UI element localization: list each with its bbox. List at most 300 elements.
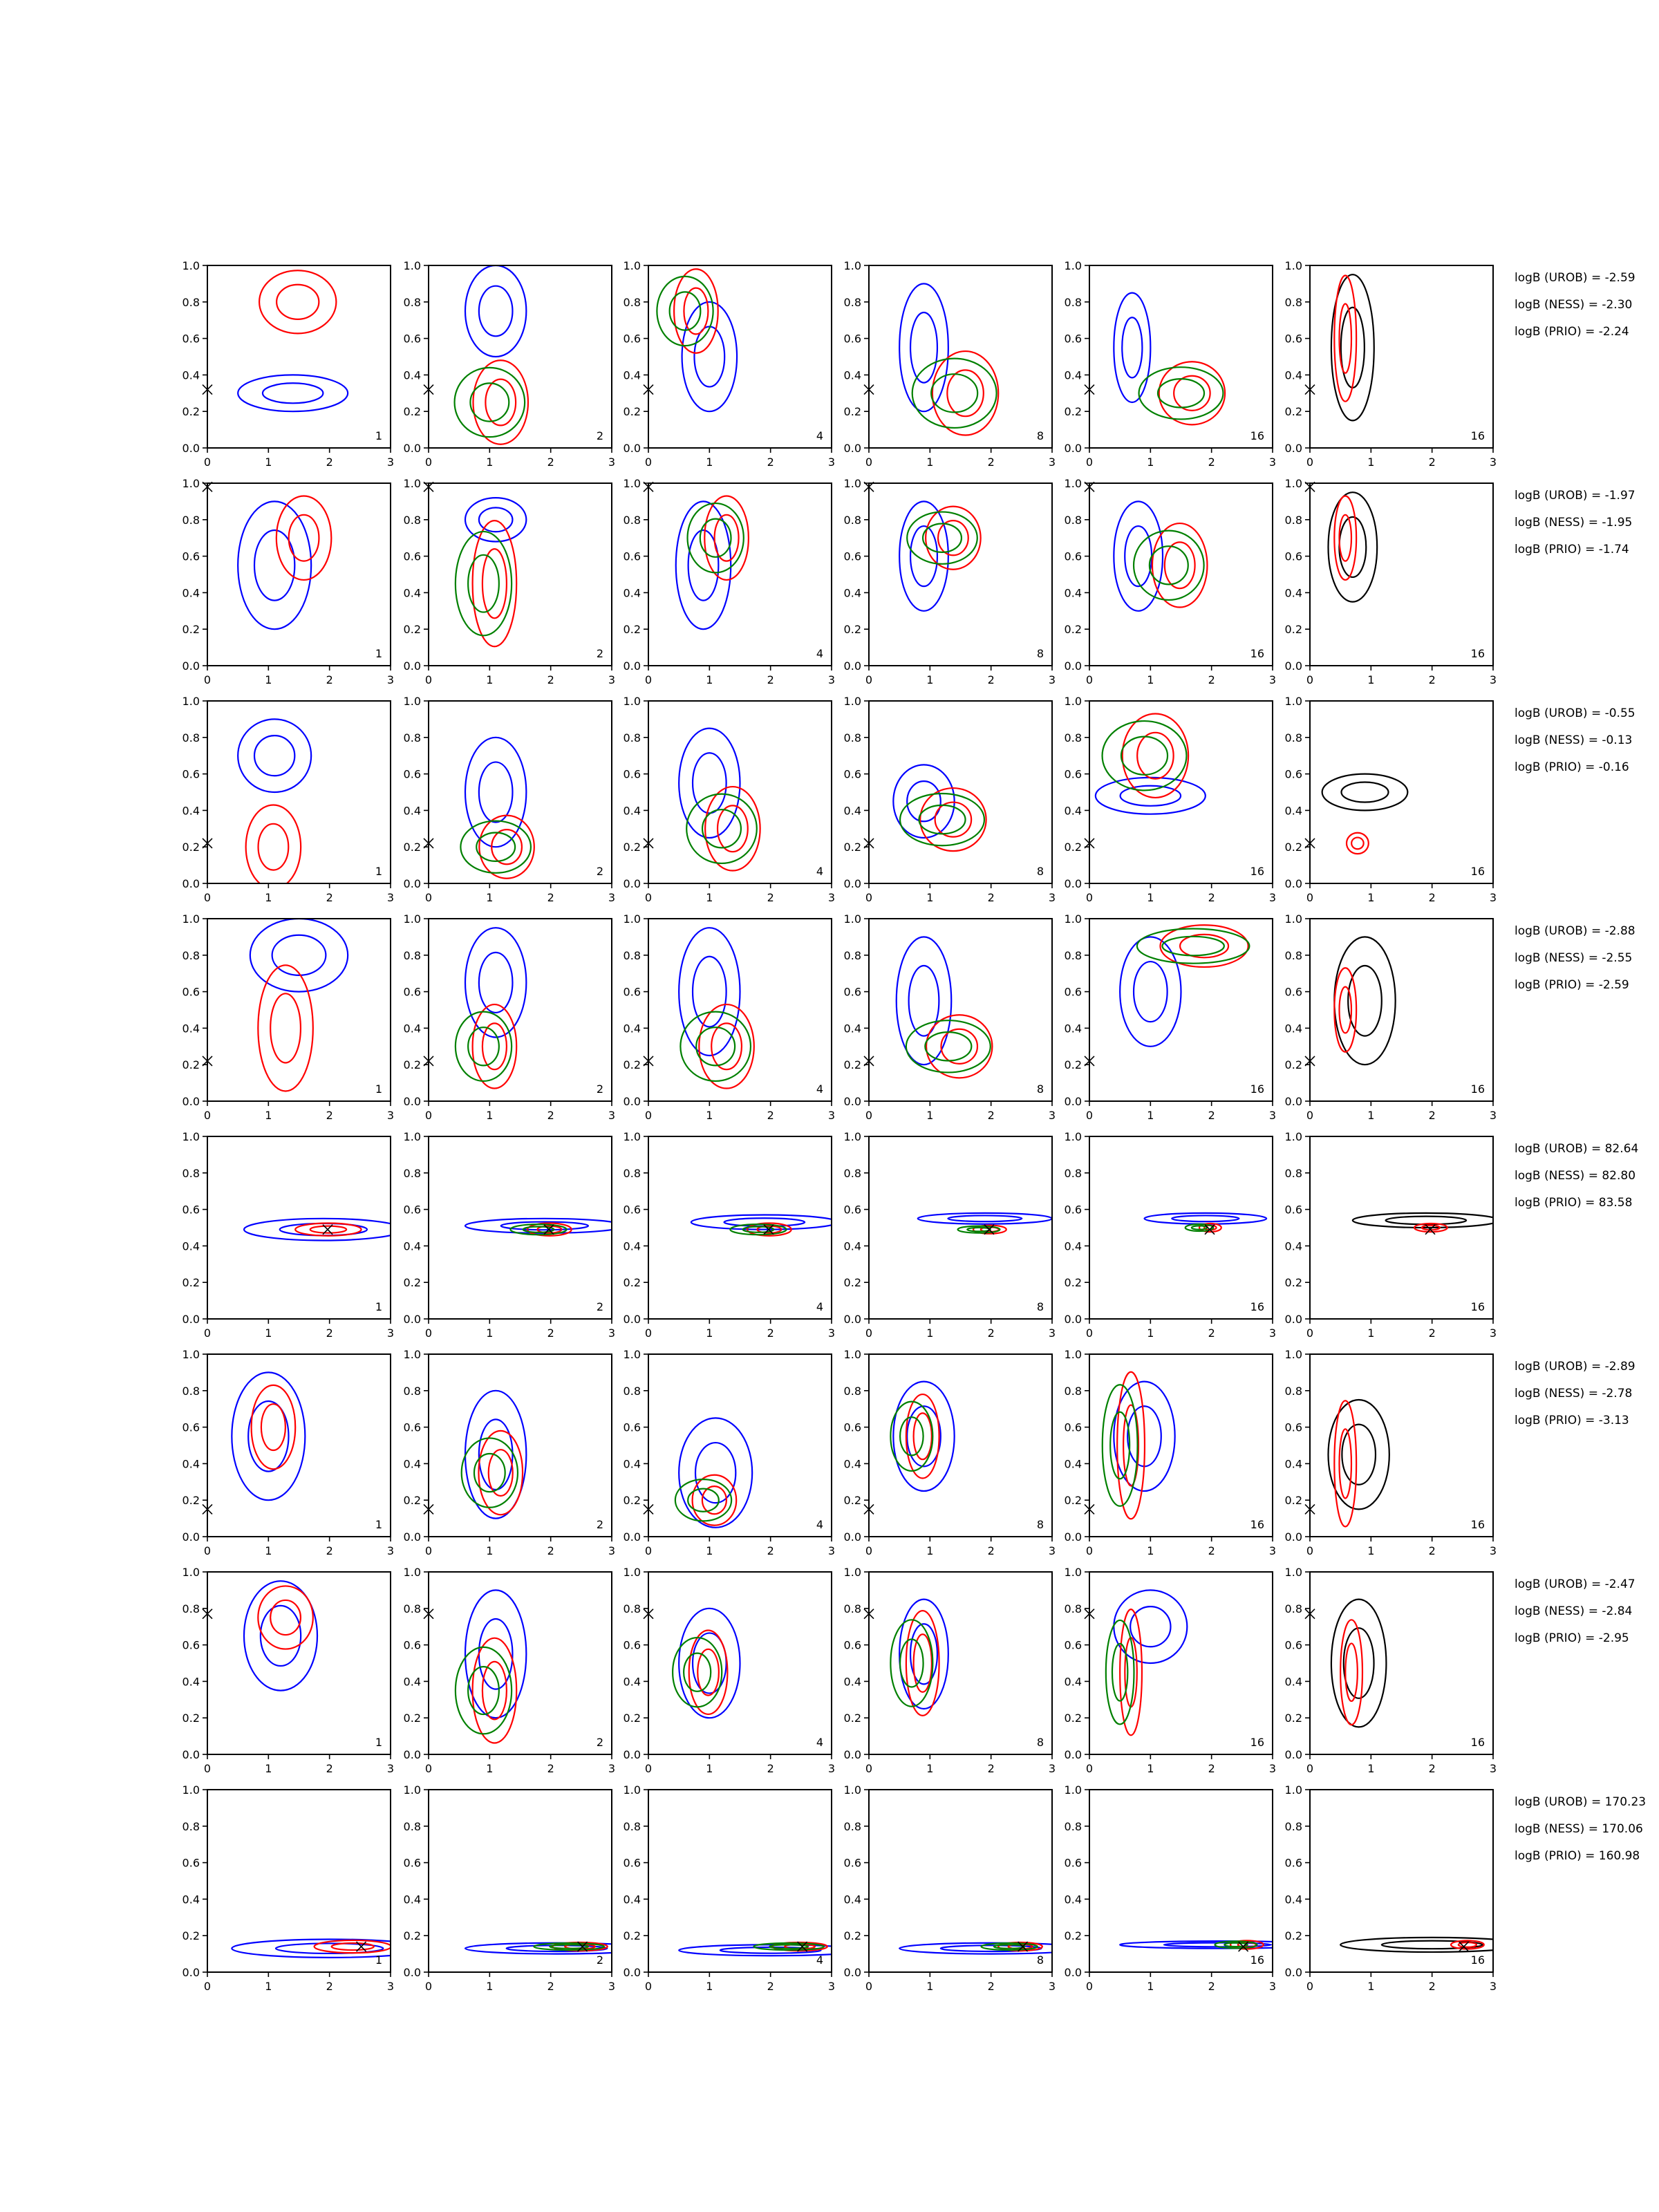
axes-frame	[429, 1354, 612, 1537]
y-tick-label: 0.2	[403, 405, 421, 419]
y-tick-label: 0.0	[182, 1095, 200, 1108]
y-tick-label: 0.2	[1064, 1712, 1082, 1725]
contour-red-level-2	[276, 285, 319, 319]
contour-blue-level-2	[1125, 526, 1152, 586]
y-tick-label: 0.6	[843, 1638, 861, 1652]
y-tick-label: 1.0	[1064, 1130, 1082, 1143]
x-tick-label: 1	[265, 673, 272, 686]
x-tick-label: 1	[1367, 1544, 1375, 1557]
x-tick-label: 1	[486, 891, 494, 904]
panel-label: 8	[1036, 1736, 1044, 1749]
x-tick-label: 1	[265, 1327, 272, 1340]
contour-blue-level-1	[679, 729, 740, 838]
y-tick-label: 0.8	[1064, 1166, 1082, 1180]
x-tick-label: 2	[326, 1327, 333, 1340]
y-tick-label: 0.8	[403, 1819, 421, 1833]
y-tick-label: 0.4	[182, 1675, 200, 1689]
y-tick-label: 0.4	[403, 1893, 421, 1906]
y-tick-label: 0.6	[1284, 1203, 1302, 1217]
contour-red-level-1	[473, 360, 528, 444]
x-tick-label: 1	[1147, 456, 1154, 469]
x-tick-label: 2	[1208, 1327, 1215, 1340]
panel-label: 2	[596, 865, 603, 878]
y-tick-label: 0.8	[403, 1602, 421, 1615]
x-tick-label: 1	[706, 1762, 713, 1775]
y-tick-label: 0.4	[1064, 1239, 1082, 1253]
y-tick-label: 0.8	[182, 295, 200, 309]
contour-blue-level-1	[893, 765, 954, 838]
y-tick-label: 0.4	[1064, 1457, 1082, 1471]
logb-annotation: logB (UROB) = -0.55	[1515, 706, 1635, 720]
panel-r8-c6	[1285, 1783, 1524, 1993]
y-tick-label: 1.0	[1064, 259, 1082, 272]
x-tick-label: 1	[706, 891, 713, 904]
contour-red-level-2	[1345, 1643, 1357, 1700]
y-tick-label: 0.2	[1284, 1276, 1302, 1290]
contour-red-level-1	[1334, 1400, 1356, 1526]
x-tick-label: 3	[1048, 1544, 1056, 1557]
axes-frame	[1089, 265, 1273, 448]
axes-frame	[1089, 919, 1273, 1101]
contour-blue-level-1	[679, 928, 740, 1056]
panel-label: 2	[596, 647, 603, 660]
panel-label: 16	[1250, 1736, 1264, 1749]
logb-annotation: logB (PRIO) = -3.13	[1515, 1414, 1629, 1427]
contour-blue-level-2	[254, 735, 294, 776]
contour-blue-level-2	[1172, 1215, 1239, 1221]
y-tick-label: 0.0	[182, 1313, 200, 1326]
x-tick-label: 0	[1306, 1327, 1314, 1340]
y-tick-label: 0.2	[623, 405, 641, 419]
x-tick-label: 1	[265, 1980, 272, 1993]
y-tick-label: 0.2	[1284, 1929, 1302, 1943]
x-tick-label: 1	[1367, 456, 1375, 469]
panel-label: 16	[1470, 647, 1485, 660]
y-tick-label: 0.8	[403, 948, 421, 962]
panel-label: 1	[375, 1518, 382, 1531]
panel-r7-c3	[624, 1566, 836, 1775]
x-tick-label: 3	[1489, 1327, 1497, 1340]
y-tick-label: 0.8	[182, 1602, 200, 1615]
contour-blue-level-1	[250, 919, 348, 992]
panel-label: 4	[816, 647, 823, 660]
contour-blue-level-1	[244, 1219, 403, 1241]
y-tick-label: 0.8	[1064, 731, 1082, 744]
y-tick-label: 1.0	[1284, 1130, 1302, 1143]
contour-green-level-1	[890, 1402, 932, 1471]
panel-r2-c5	[1065, 477, 1277, 686]
x-tick-label: 3	[608, 673, 616, 686]
x-tick-label: 3	[1048, 1327, 1056, 1340]
panel-label: 16	[1250, 1518, 1264, 1531]
y-tick-label: 0.6	[1064, 550, 1082, 563]
panel-label: 1	[375, 1953, 382, 1967]
y-tick-label: 0.6	[1064, 1856, 1082, 1870]
x-tick-label: 0	[1306, 1762, 1314, 1775]
x-tick-label: 1	[706, 1980, 713, 1993]
x-tick-label: 3	[1268, 1762, 1277, 1775]
panel-label: 16	[1250, 647, 1264, 660]
y-tick-label: 0.6	[1064, 985, 1082, 999]
y-tick-label: 0.2	[1064, 405, 1082, 419]
x-tick-label: 0	[865, 1544, 873, 1557]
logb-annotation: logB (PRIO) = -2.59	[1515, 978, 1629, 992]
x-tick-label: 0	[424, 1544, 433, 1557]
x-tick-label: 0	[644, 1544, 653, 1557]
x-tick-label: 1	[265, 1109, 272, 1122]
panel-label: 2	[596, 1300, 603, 1313]
panel-r1-c6	[1285, 259, 1497, 469]
y-tick-label: 0.6	[843, 1203, 861, 1217]
x-tick-label: 1	[1147, 1109, 1154, 1122]
y-tick-label: 1.0	[1284, 259, 1302, 272]
y-tick-label: 0.8	[623, 295, 641, 309]
y-tick-label: 0.6	[1064, 1638, 1082, 1652]
y-tick-label: 0.4	[843, 804, 861, 818]
y-tick-label: 0.0	[1284, 1966, 1302, 1979]
x-tick-label: 3	[1268, 1980, 1277, 1993]
x-tick-label: 3	[386, 456, 395, 469]
y-tick-label: 0.4	[623, 368, 641, 382]
panel-label: 4	[816, 1736, 823, 1749]
logb-annotation: logB (NESS) = 82.80	[1515, 1169, 1636, 1183]
y-tick-label: 0.2	[403, 1712, 421, 1725]
x-tick-label: 3	[386, 891, 395, 904]
x-tick-label: 1	[706, 456, 713, 469]
y-tick-label: 0.0	[1064, 1095, 1082, 1108]
x-tick-label: 2	[767, 891, 774, 904]
y-tick-label: 0.2	[403, 1929, 421, 1943]
contour-green-level-2	[925, 1032, 971, 1060]
x-tick-label: 0	[1306, 891, 1314, 904]
x-tick-label: 3	[608, 1327, 616, 1340]
y-tick-label: 0.2	[182, 1712, 200, 1725]
y-tick-label: 0.0	[403, 442, 421, 455]
panel-label: 16	[1470, 865, 1485, 878]
y-tick-label: 0.4	[623, 1675, 641, 1689]
contour-red-level-1	[926, 1015, 992, 1078]
x-tick-label: 0	[865, 456, 873, 469]
x-tick-label: 2	[547, 1109, 554, 1122]
y-tick-label: 1.0	[182, 1348, 200, 1361]
logb-annotation: logB (PRIO) = -1.74	[1515, 543, 1629, 556]
contour-black-level-2	[1348, 966, 1382, 1036]
contour-green-level-1	[1137, 929, 1250, 964]
y-tick-label: 0.6	[403, 1638, 421, 1652]
axes-frame	[207, 1572, 391, 1754]
contour-green-level-2	[1162, 937, 1224, 956]
y-tick-label: 0.2	[843, 1494, 861, 1508]
x-tick-label: 3	[1048, 1109, 1056, 1122]
x-tick-label: 3	[386, 1980, 395, 1993]
x-tick-label: 3	[1268, 456, 1277, 469]
y-tick-label: 0.2	[623, 841, 641, 854]
y-tick-label: 0.8	[182, 1166, 200, 1180]
contour-blue-level-2	[272, 935, 326, 975]
y-tick-label: 0.8	[623, 513, 641, 527]
y-tick-label: 0.2	[623, 1494, 641, 1508]
panel-r4-c2	[404, 912, 616, 1122]
panel-r3-c4	[844, 695, 1056, 904]
x-tick-label: 0	[1085, 1980, 1094, 1993]
x-tick-label: 1	[265, 891, 272, 904]
x-tick-label: 0	[865, 1980, 873, 1993]
y-tick-label: 0.8	[623, 731, 641, 744]
contour-red-level-2	[261, 1404, 285, 1450]
x-tick-label: 0	[1085, 456, 1094, 469]
y-tick-label: 1.0	[1284, 1783, 1302, 1797]
y-tick-label: 1.0	[1064, 912, 1082, 926]
y-tick-label: 0.2	[403, 841, 421, 854]
y-tick-label: 0.8	[1064, 295, 1082, 309]
panel-r1-c2	[404, 259, 616, 469]
y-tick-label: 0.8	[843, 1384, 861, 1398]
y-tick-label: 0.0	[403, 877, 421, 890]
y-tick-label: 0.2	[623, 1929, 641, 1943]
axes-frame	[207, 1136, 391, 1319]
contour-blue-level-2	[479, 953, 513, 1013]
contour-red-level-1	[473, 521, 517, 646]
y-tick-label: 0.2	[843, 623, 861, 637]
x-tick-label: 3	[1268, 1109, 1277, 1122]
y-tick-label: 0.6	[843, 1421, 861, 1434]
y-tick-label: 0.0	[403, 1966, 421, 1979]
contour-red-level-1	[246, 805, 301, 888]
y-tick-label: 0.0	[843, 1313, 861, 1326]
panel-r5-c3	[624, 1130, 838, 1340]
y-tick-label: 0.2	[843, 405, 861, 419]
panel-r4-c3	[624, 912, 836, 1122]
contour-green-level-1	[456, 1647, 512, 1734]
y-tick-label: 0.0	[403, 1095, 421, 1108]
x-tick-label: 2	[987, 673, 995, 686]
y-tick-label: 0.4	[403, 1022, 421, 1035]
y-tick-label: 0.8	[182, 1384, 200, 1398]
panel-r8-c4	[844, 1783, 1083, 1993]
x-tick-label: 2	[1208, 1980, 1215, 1993]
axes-frame	[207, 265, 391, 448]
panel-label: 2	[596, 429, 603, 442]
y-tick-label: 0.6	[623, 1856, 641, 1870]
y-tick-label: 0.4	[623, 1893, 641, 1906]
axes-frame	[1089, 483, 1273, 666]
y-tick-label: 0.4	[1284, 1239, 1302, 1253]
x-tick-label: 1	[926, 1544, 934, 1557]
x-tick-label: 2	[326, 456, 333, 469]
contour-red-level-1	[1347, 833, 1369, 854]
y-tick-label: 0.8	[1284, 1819, 1302, 1833]
y-tick-label: 1.0	[182, 695, 200, 708]
contour-red-level-2	[1351, 838, 1363, 850]
x-tick-label: 0	[865, 1762, 873, 1775]
panel-r7-c6	[1285, 1566, 1497, 1775]
panel-label: 8	[1036, 429, 1044, 442]
y-tick-label: 0.4	[1284, 1022, 1302, 1035]
contour-red-level-2	[1125, 1638, 1136, 1707]
y-tick-label: 0.0	[623, 1748, 641, 1761]
y-tick-label: 0.2	[182, 1929, 200, 1943]
y-tick-label: 0.0	[182, 877, 200, 890]
panel-r4-c5	[1065, 912, 1277, 1122]
logb-annotation: logB (NESS) = -1.95	[1515, 516, 1633, 529]
y-tick-label: 0.8	[1284, 1602, 1302, 1615]
x-tick-label: 0	[644, 1109, 653, 1122]
panel-r7-c2	[404, 1566, 616, 1775]
y-tick-label: 0.2	[1064, 1929, 1082, 1943]
y-tick-label: 0.4	[182, 1893, 200, 1906]
x-tick-label: 0	[1085, 1109, 1094, 1122]
x-tick-label: 2	[547, 1980, 554, 1993]
contour-red-level-1	[699, 1004, 754, 1088]
y-tick-label: 0.8	[403, 1166, 421, 1180]
panel-label: 1	[375, 429, 382, 442]
y-tick-label: 0.4	[182, 1022, 200, 1035]
x-tick-label: 3	[1268, 673, 1277, 686]
panel-r5-c1	[182, 1130, 403, 1340]
y-tick-label: 1.0	[1284, 1348, 1302, 1361]
y-tick-label: 1.0	[182, 259, 200, 272]
contour-red-level-1	[276, 496, 332, 579]
contour-green-level-2	[696, 1027, 735, 1065]
x-tick-label: 2	[1428, 891, 1436, 904]
panel-label: 8	[1036, 865, 1044, 878]
y-tick-label: 1.0	[403, 1783, 421, 1797]
y-tick-label: 1.0	[623, 1348, 641, 1361]
panel-r1-c5	[1065, 259, 1277, 469]
logb-annotation: logB (UROB) = -1.97	[1515, 489, 1635, 503]
y-tick-label: 0.0	[1064, 877, 1082, 890]
x-tick-label: 2	[326, 673, 333, 686]
y-tick-label: 1.0	[843, 1783, 861, 1797]
contour-green-level-2	[967, 1228, 991, 1232]
contour-green-level-2	[923, 524, 962, 552]
y-tick-label: 0.6	[623, 985, 641, 999]
panel-r1-c1	[182, 259, 395, 469]
y-tick-label: 1.0	[843, 477, 861, 490]
y-tick-label: 0.6	[1284, 332, 1302, 346]
contour-blue-level-1	[1114, 293, 1150, 402]
x-tick-label: 2	[767, 1980, 774, 1993]
axes-frame	[1310, 1572, 1493, 1754]
y-tick-label: 0.0	[1284, 1095, 1302, 1108]
x-tick-label: 0	[424, 1109, 433, 1122]
y-tick-label: 0.8	[1064, 1602, 1082, 1615]
x-tick-label: 3	[386, 1109, 395, 1122]
contour-green-level-1	[657, 276, 713, 346]
y-tick-label: 1.0	[403, 912, 421, 926]
y-tick-label: 0.4	[623, 1457, 641, 1471]
contour-red-level-1	[704, 496, 749, 579]
y-tick-label: 0.8	[182, 1819, 200, 1833]
x-tick-label: 2	[547, 673, 554, 686]
y-tick-label: 0.8	[182, 513, 200, 527]
x-tick-label: 3	[386, 673, 395, 686]
y-tick-label: 0.2	[1284, 1712, 1302, 1725]
logb-annotation: logB (PRIO) = 83.58	[1515, 1196, 1633, 1210]
panel-r3-c1	[182, 695, 395, 904]
y-tick-label: 1.0	[403, 695, 421, 708]
x-tick-label: 0	[424, 891, 433, 904]
x-tick-label: 2	[547, 456, 554, 469]
y-tick-label: 0.8	[623, 1819, 641, 1833]
y-tick-label: 0.0	[1284, 1530, 1302, 1544]
y-tick-label: 0.4	[182, 586, 200, 600]
y-tick-label: 1.0	[1064, 477, 1082, 490]
y-tick-label: 0.8	[403, 513, 421, 527]
y-tick-label: 1.0	[182, 1783, 200, 1797]
y-tick-label: 0.0	[843, 1966, 861, 1979]
y-tick-label: 0.8	[1064, 513, 1082, 527]
x-tick-label: 0	[1306, 1109, 1314, 1122]
y-tick-label: 0.6	[1064, 332, 1082, 346]
panel-label: 8	[1036, 1300, 1044, 1313]
y-tick-label: 0.2	[182, 841, 200, 854]
x-tick-label: 3	[827, 1980, 836, 1993]
x-tick-label: 1	[1147, 1762, 1154, 1775]
x-tick-label: 3	[608, 1980, 616, 1993]
contour-blue-level-1	[897, 937, 952, 1065]
y-tick-label: 0.4	[403, 1457, 421, 1471]
y-tick-label: 0.4	[403, 1239, 421, 1253]
y-tick-label: 1.0	[182, 1566, 200, 1579]
y-tick-label: 0.8	[1284, 513, 1302, 527]
contour-blue-level-2	[479, 286, 513, 337]
y-tick-label: 0.2	[843, 841, 861, 854]
x-tick-label: 2	[987, 1544, 995, 1557]
axes-frame	[1089, 1572, 1273, 1754]
y-tick-label: 0.2	[403, 623, 421, 637]
x-tick-label: 1	[926, 673, 934, 686]
y-tick-label: 0.8	[182, 731, 200, 744]
y-tick-label: 0.2	[403, 1494, 421, 1508]
y-tick-label: 1.0	[623, 259, 641, 272]
y-tick-label: 0.8	[403, 731, 421, 744]
y-tick-label: 0.6	[1284, 1638, 1302, 1652]
y-tick-label: 0.4	[182, 368, 200, 382]
contour-blue-level-2	[479, 762, 513, 822]
x-tick-label: 2	[1428, 1109, 1436, 1122]
y-tick-label: 0.0	[182, 442, 200, 455]
x-tick-label: 0	[203, 456, 212, 469]
panel-label: 16	[1470, 1300, 1485, 1313]
panel-label: 1	[375, 1082, 382, 1096]
panel-r7-c1	[182, 1566, 395, 1775]
x-tick-label: 3	[827, 1544, 836, 1557]
panel-label: 16	[1470, 1082, 1485, 1096]
x-tick-label: 2	[1428, 1762, 1436, 1775]
panel-label: 8	[1036, 1082, 1044, 1096]
panel-r5-c4	[844, 1130, 1056, 1340]
y-tick-label: 0.4	[182, 1457, 200, 1471]
y-tick-label: 0.8	[843, 1819, 861, 1833]
contour-red-level-1	[693, 1475, 737, 1526]
contour-red-level-1	[473, 1004, 517, 1088]
x-tick-label: 2	[987, 456, 995, 469]
contour-blue-level-2	[263, 383, 323, 403]
y-tick-label: 0.6	[623, 332, 641, 346]
panel-r3-c6	[1285, 695, 1497, 904]
y-tick-label: 0.2	[182, 405, 200, 419]
contour-blue-level-1	[679, 1418, 752, 1527]
y-tick-label: 0.2	[843, 1929, 861, 1943]
panel-r6-c4	[844, 1348, 1056, 1557]
axes-frame	[869, 1572, 1052, 1754]
x-tick-label: 2	[1208, 1762, 1215, 1775]
y-tick-label: 0.0	[623, 659, 641, 673]
y-tick-label: 1.0	[182, 477, 200, 490]
panel-label: 4	[816, 865, 823, 878]
y-tick-label: 1.0	[843, 1130, 861, 1143]
